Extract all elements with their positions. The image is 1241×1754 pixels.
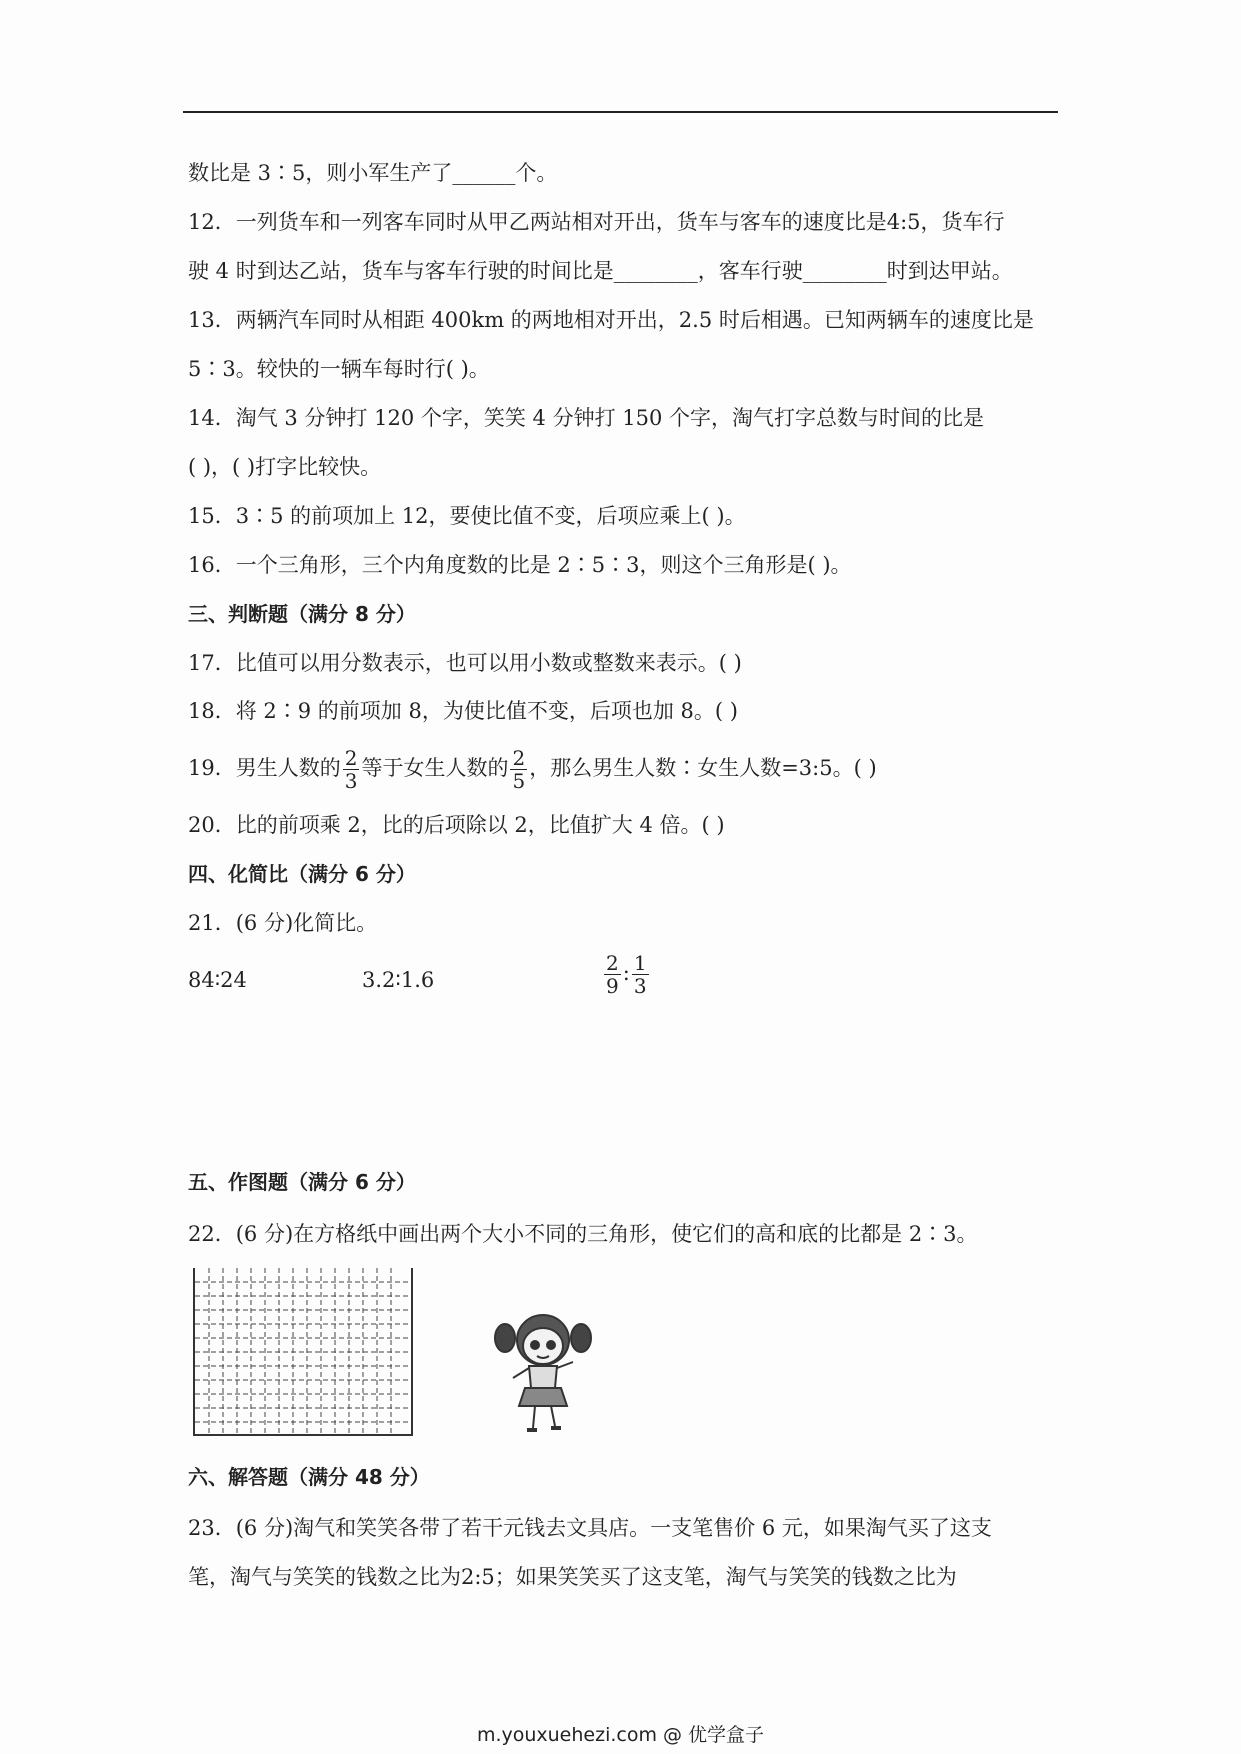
q19-fraction-2: $\frac{2}{5}$ [512,746,526,793]
ratio-3-sep: : [622,961,630,985]
q23-line2: 笔，淘气与笑笑的钱数之比为2:5；如果笑笑买了这支笔，淘气与笑笑的钱数之比为 [188,1565,957,1589]
q22: 22．(6 分)在方格纸中画出两个大小不同的三角形，使它们的高和底的比都是 2∶3。 [188,1222,978,1246]
q12-line2: 驶 4 时到达乙站，货车与客车行驶的时间比是________，客车行驶________时到达甲站。 [188,259,1013,283]
q19 [188,747,877,792]
q23-line1: 23．(6 分)淘气和笑笑各带了若干元钱去文具店。一支笔售价 6 元，如果淘气买了这支 [188,1516,992,1540]
ratio-2: 3.2∶1.6 [362,968,435,992]
ratio-3 [602,952,651,997]
q20: 20．比的前项乘 2，比的后项除以 2，比值扩大 4 倍。( ) [188,813,725,837]
q13-line2: 5∶3。较快的一辆车每时行( )。 [188,357,490,381]
q19-fraction-1: $\frac{2}{3}$ [344,746,358,793]
girl-illustration [493,1308,593,1438]
q12-line1: 12．一列货车和一列客车同时从甲乙两站相对开出，货车与客车的速度比是4:5，货车行 [188,210,1005,234]
q21: 21．(6 分)化简比。 [188,911,378,935]
grid-lines [195,1268,411,1434]
q13-line1: 13．两辆汽车同时从相距 400km 的两地相对开出，2.5 时后相遇。已知两辆车的速度比是 [188,308,1034,332]
section-4-heading: 四、化简比（满分 6 分） [188,862,416,886]
grid-paper [193,1268,413,1436]
section-6-heading: 六、解答题（满分 48 分） [188,1465,430,1489]
ratio-3-fraction-2: $\frac{1}{3}$ [633,951,647,998]
q19-mid: 等于女生人数的 [361,756,509,780]
ratio-3-fraction-1: $\frac{2}{9}$ [606,951,619,998]
section-5-heading: 五、作图题（满分 6 分） [188,1170,416,1194]
ratio-1: 84∶24 [188,968,247,992]
q16: 16．一个三角形，三个内角度数的比是 2∶5∶3，则这个三角形是( )。 [188,553,852,577]
header-rule [183,111,1058,113]
q17: 17．比值可以用分数表示，也可以用小数或整数来表示。( ) [188,651,742,675]
footer-source: m.youxuehezi.com @ 优学盒子 [476,1724,765,1746]
q14-line1: 14．淘气 3 分钟打 120 个字，笑笑 4 分钟打 150 个字，淘气打字总数与时间的比是 [188,406,985,430]
q15: 15．3∶5 的前项加上 12，要使比值不变，后项应乘上( )。 [188,504,746,528]
q11-cont: 数比是 3∶5，则小军生产了______个。 [188,161,558,185]
q19-pre: 19．男生人数的 [188,756,341,780]
q14-line2: ( )，( )打字比较快。 [188,455,382,479]
q19-post: ，那么男生人数∶女生人数=3:5。( ) [529,756,877,780]
q18: 18．将 2∶9 的前项加 8，为使比值不变，后项也加 8。( ) [188,699,738,723]
section-3-heading: 三、判断题（满分 8 分） [188,602,416,626]
